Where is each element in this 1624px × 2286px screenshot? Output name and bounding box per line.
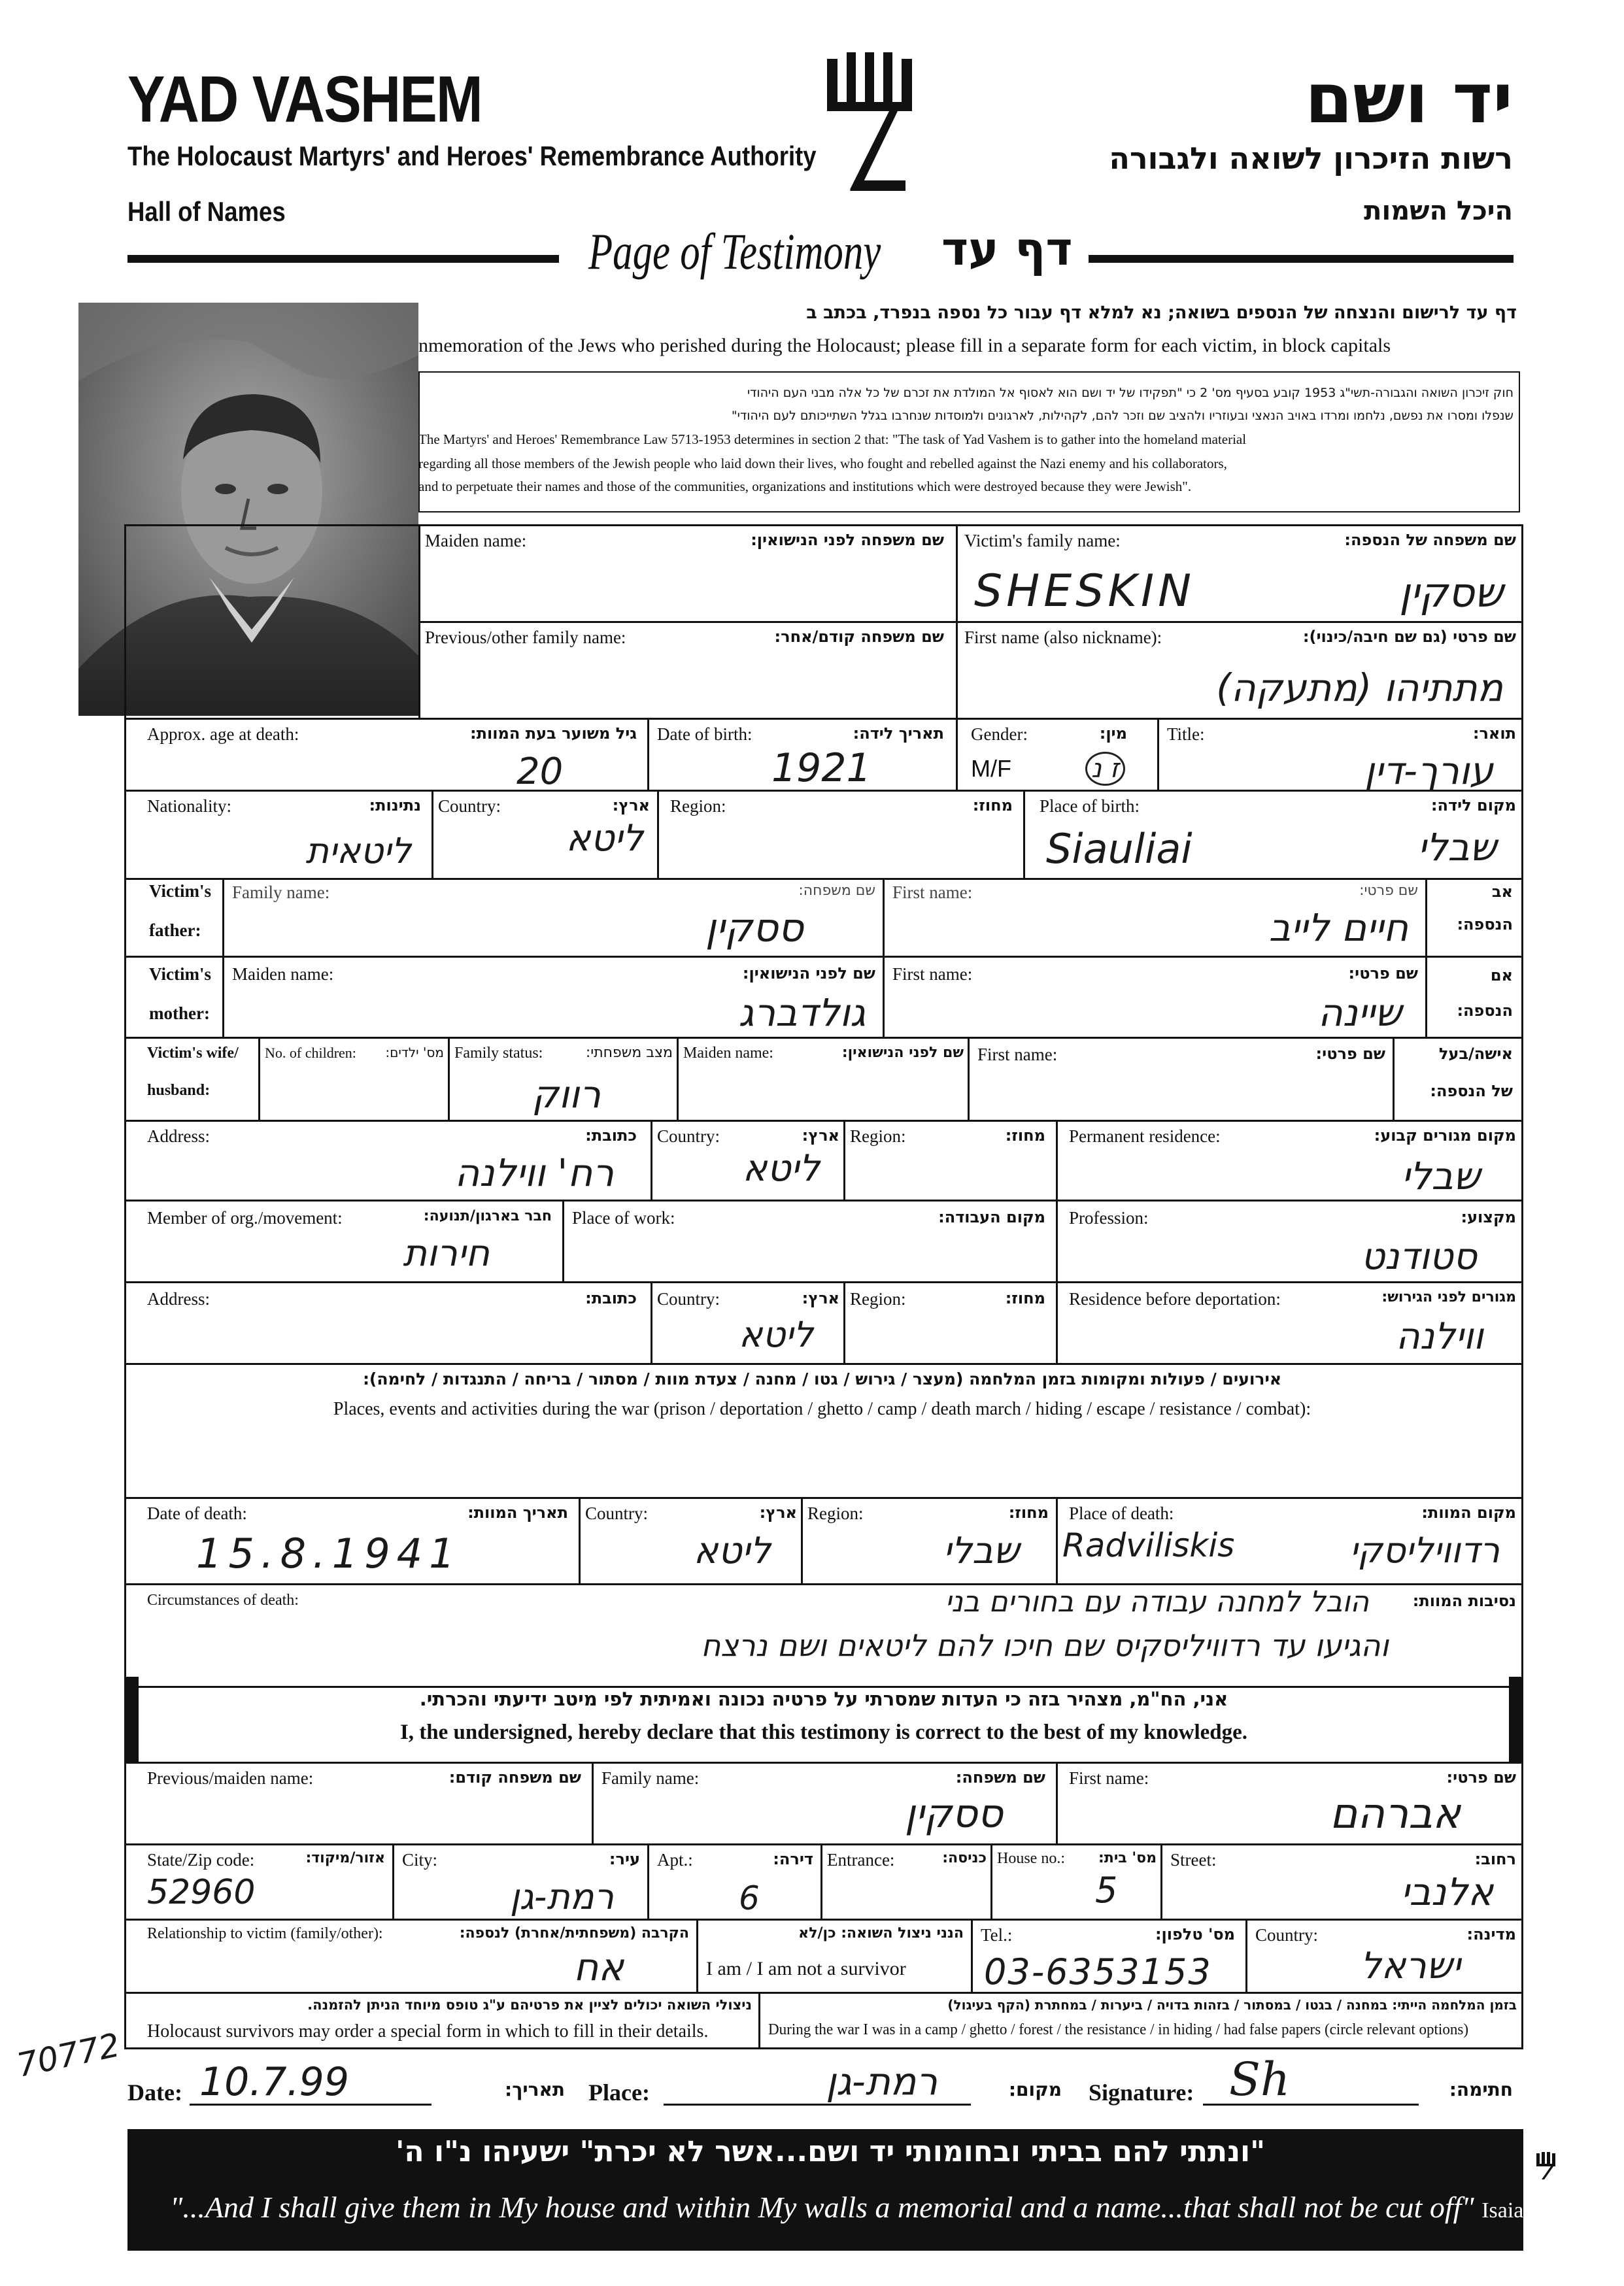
- witness-first-label-he: שם פרטי:: [1446, 1768, 1516, 1787]
- witness-family-value[interactable]: ססקין: [904, 1791, 1003, 1837]
- age-label-en: Approx. age at death:: [147, 724, 299, 744]
- first-name-label-he: שם פרטי (גם שם חיבה/כינוי):: [1302, 628, 1516, 646]
- witness-family-label-he: שם משפחה:: [955, 1768, 1045, 1787]
- authority-name-en: The Holocaust Martyrs' and Heroes' Remembrance Authority: [127, 141, 817, 171]
- witness-country-label-he: מדינה:: [1466, 1925, 1516, 1943]
- law-text-en-3: and to perpetuate their names and those of the communities, organizations and institutions which were destroyed because they were Jewish".: [418, 479, 1192, 494]
- age-value[interactable]: 20: [516, 750, 564, 793]
- mother-maiden-value[interactable]: גולדברג: [738, 990, 866, 1035]
- perm-residence-label-he: מקום מגורים קבוע:: [1374, 1126, 1516, 1145]
- menorah-logo-icon: [820, 46, 919, 196]
- footer-logo-icon: [1535, 2151, 1559, 2181]
- previous-name-label-he: שם משפחה קודם/אחר:: [774, 628, 944, 646]
- family-name-label-en: Victim's family name:: [964, 531, 1121, 550]
- pob-he-value[interactable]: שבלי: [1417, 825, 1497, 869]
- mother-maiden-label-he: שם לפני הנישואין:: [742, 964, 875, 983]
- margin-note: 70772: [13, 2026, 124, 2085]
- spouse-maiden-label-he: שם לפני הנישואין:: [841, 1045, 964, 1061]
- title-rule-left: [127, 255, 559, 263]
- address-country-label-he: ארץ:: [802, 1126, 839, 1145]
- mother-maiden-label-en: Maiden name:: [232, 964, 334, 984]
- spouse-maiden-label-en: Maiden name:: [683, 1045, 773, 1062]
- date-label-he: תאריך:: [505, 2079, 565, 2100]
- declaration-bar-right: [1509, 1677, 1523, 1762]
- tel-label-he: מס' טלפון:: [1155, 1925, 1235, 1943]
- children-label-he: מס' ילדים:: [385, 1045, 444, 1060]
- deport-address-label-en: Address:: [147, 1289, 210, 1309]
- dob-label-en: Date of birth:: [657, 724, 753, 744]
- apt-label-he: דירה:: [773, 1850, 813, 1868]
- pod-label-he: מקום המוות:: [1421, 1504, 1516, 1522]
- circumstances-line-2[interactable]: והגיעו עד רדוויליסקיס שם חיכו להם ליטאים ושם נרצח: [701, 1628, 1389, 1663]
- title-value[interactable]: עורך-דין: [1364, 748, 1493, 793]
- tel-label-en: Tel.:: [981, 1925, 1013, 1945]
- workplace-label-en: Place of work:: [572, 1208, 675, 1228]
- intro-text-he: דף עד לרישום והנצחה של הנספים בשואה; נא למלא דף עבור כל נספה בנפרד, בכתב ב: [806, 303, 1517, 323]
- relationship-value[interactable]: אח: [573, 1945, 624, 1989]
- zip-value[interactable]: 52960: [147, 1873, 256, 1912]
- father-first-label-he: שם פרטי:: [1359, 882, 1418, 899]
- family-name-he-value[interactable]: שסקין: [1399, 569, 1503, 616]
- street-label-en: Street:: [1170, 1850, 1217, 1870]
- father-label-en-2: father:: [149, 920, 201, 940]
- relationship-label-en: Relationship to victim (family/other):: [147, 1925, 383, 1942]
- signature-value[interactable]: Sh: [1229, 2053, 1291, 2106]
- children-label-en: No. of children:: [265, 1045, 356, 1061]
- law-text-he-2: שנפלו ומסרו את נפשם, נלחמו ומרדו באויב הנאצי ובעוזריו ולהציב שם וזכר להם, לקהילות, לארגונים ולמוסדות שנחרבו בגלל השתייכותם לעם היהודי": [731, 409, 1514, 423]
- events-label-en: Places, events and activities during the war (prison / deportation / ghetto / camp / death march / hiding / escape / resistance / combat):: [333, 1399, 1311, 1419]
- hall-of-names-en: Hall of Names: [127, 196, 286, 227]
- survivor-forms-he: ניצולי השואה יכולים לציין את פרטיהם ע"ג טופס מיוחד הניתן להזמנה.: [307, 1997, 752, 2013]
- footer-source: Isaiah, 56:5: [1481, 2198, 1585, 2223]
- dob-value[interactable]: 1921: [771, 745, 871, 791]
- mother-first-label-en: First name:: [892, 964, 973, 984]
- pod-he-value[interactable]: רדוויליסקי: [1349, 1530, 1500, 1571]
- death-region-label-en: Region:: [807, 1504, 864, 1523]
- pod-latin-value[interactable]: Radviliskis: [1062, 1526, 1235, 1564]
- witness-country-value[interactable]: ישראל: [1360, 1945, 1461, 1987]
- tel-value[interactable]: 03-6353153: [984, 1951, 1212, 1992]
- address-label-he: כתובת:: [585, 1126, 637, 1145]
- circumstances-label-he: נסיבות המוות:: [1412, 1592, 1516, 1610]
- before-deport-label-en: Residence before deportation:: [1069, 1289, 1281, 1309]
- spouse-first-label-he: שם פרטי:: [1315, 1045, 1385, 1063]
- date-value[interactable]: 10.7.99: [199, 2059, 350, 2105]
- perm-residence-label-en: Permanent residence:: [1069, 1126, 1221, 1146]
- org-name-he: יד ושם: [1305, 59, 1513, 139]
- footer-quote-en: [170, 2190, 1585, 2225]
- gender-options: M/F: [971, 755, 1011, 782]
- relationship-label-he: הקרבה (משפחתית/אחרת) לנספה:: [459, 1925, 689, 1941]
- before-deport-label-he: מגורים לפני הגירוש:: [1381, 1289, 1516, 1305]
- death-country-label-he: ארץ:: [759, 1504, 797, 1522]
- nationality-value[interactable]: ליטאית: [305, 830, 411, 871]
- death-region-label-he: מחוז:: [1008, 1504, 1049, 1522]
- circumstances-line-1[interactable]: הובל למחנה עבודה עם בחורים בני: [945, 1585, 1369, 1619]
- witness-first-value[interactable]: אברהם: [1329, 1790, 1461, 1838]
- father-first-value[interactable]: חיים לייב: [1268, 905, 1408, 950]
- house-no-value[interactable]: 5: [1095, 1870, 1118, 1911]
- pob-latin-value[interactable]: Siauliai: [1046, 825, 1193, 873]
- law-text-en-2: regarding all those members of the Jewish people who laid down their lives, who fought and rebelled against the Nazi enemy and his collaborators,: [418, 456, 1227, 471]
- deport-country-value[interactable]: ליטא: [739, 1314, 813, 1355]
- age-label-he: גיל משוער בעת המוות:: [470, 724, 637, 743]
- maiden-name-label-he: שם משפחה לפני הנישואין:: [751, 531, 944, 549]
- dob-label-he: תאריך לידה:: [853, 724, 944, 743]
- house-no-label-he: מס' בית:: [1098, 1850, 1157, 1866]
- events-label-he: אירועים / פעולות ומקומות בזמן המלחמה (מעצר / גירוש / גטו / מחנה / צעדת מוות / מסתור / בריחה / התנגדות / לחימה):: [362, 1370, 1282, 1388]
- mother-label-en-2: mother:: [149, 1003, 210, 1023]
- member-label-he: חבר בארגון/תנועה:: [423, 1208, 552, 1224]
- mother-label-he-1: אם: [1490, 966, 1513, 984]
- family-name-latin-value[interactable]: SHESKIN: [974, 565, 1195, 617]
- profession-label-he: מקצוע:: [1461, 1208, 1516, 1226]
- survivor-forms-en: Holocaust survivors may order a special form in which to fill in their details.: [147, 2021, 709, 2042]
- nationality-label-he: נתינות:: [369, 796, 421, 815]
- family-status-value[interactable]: רווק: [532, 1072, 601, 1117]
- death-country-label-en: Country:: [585, 1504, 649, 1523]
- deport-address-label-he: כתובת:: [585, 1289, 637, 1307]
- zip-label-he: אזור/מיקוד:: [305, 1850, 385, 1866]
- nationality-label-en: Nationality:: [147, 796, 231, 816]
- during-war-he: בזמן המלחמה הייתי: במחנה / בגטו / במסתור / בזהות בדויה / ביערות / במחתרת (הקף בעיגול): [947, 1997, 1517, 2013]
- gender-value-he[interactable]: ז נ: [1085, 752, 1125, 786]
- place-value[interactable]: רמת-גן: [826, 2059, 938, 2104]
- footer-quote-en-text: "...And I shall give them in My house and within My walls a memorial and a name...that shall not be cut off": [170, 2191, 1474, 2224]
- family-status-label-en: Family status:: [454, 1045, 543, 1062]
- during-war-en: During the war I was in a camp / ghetto / forest / the resistance / in hiding / had false papers (circle relevant options): [768, 2021, 1469, 2038]
- circumstances-label-en: Circumstances of death:: [147, 1592, 299, 1609]
- mother-first-value[interactable]: שיינה: [1317, 990, 1402, 1035]
- title-label-en: Title:: [1167, 724, 1205, 744]
- spouse-label-en-1: Victim's wife/: [147, 1045, 239, 1062]
- address-country-label-en: Country:: [657, 1126, 720, 1146]
- address-label-en: Address:: [147, 1126, 210, 1146]
- survivor-label-he: הנני ניצול השואה: כן/לא: [798, 1925, 964, 1941]
- address-value[interactable]: רח' ווילנה: [454, 1151, 614, 1195]
- declaration-he: אני, הח"מ, מצהיר בזה כי העדות שמסרתי על פרטיה נכונה ואמיתית לפי מיטב ידיעתי והכרתי.: [419, 1688, 1228, 1710]
- first-name-value[interactable]: מתתיהו (מתעקה): [1216, 665, 1503, 710]
- member-value[interactable]: חירות: [403, 1232, 490, 1275]
- mother-first-label-he: שם פרטי:: [1348, 964, 1418, 983]
- city-value[interactable]: רמת-גן: [509, 1876, 614, 1917]
- gender-label-en: Gender:: [971, 724, 1028, 744]
- perm-residence-value[interactable]: שבלי: [1401, 1154, 1480, 1198]
- street-label-he: רחוב:: [1474, 1850, 1516, 1868]
- place-label-he: מקום:: [1008, 2079, 1062, 2100]
- address-country-value[interactable]: ליטא: [742, 1147, 820, 1190]
- first-name-label-en: First name (also nickname):: [964, 628, 1162, 647]
- birth-country-label-en: Country:: [438, 796, 501, 816]
- father-family-label-he: שם משפחה:: [798, 882, 875, 899]
- org-name-en: YAD VASHEM: [127, 63, 482, 136]
- death-region-value[interactable]: שבלי: [943, 1530, 1019, 1572]
- family-name-label-he: שם משפחה של הנספה:: [1344, 531, 1516, 549]
- entrance-label-en: Entrance:: [827, 1850, 895, 1870]
- intro-text-en: nmemoration of the Jews who perished during the Holocaust; please fill in a separate form for each victim, in block capitals: [418, 335, 1391, 356]
- apt-label-en: Apt.:: [657, 1850, 693, 1870]
- form-title-he: דף עד: [941, 222, 1073, 276]
- hall-of-names-he: היכל השמות: [1364, 196, 1513, 226]
- signature-label-he: חתימה:: [1449, 2079, 1513, 2100]
- birth-region-label-he: מחוז:: [972, 796, 1013, 815]
- city-label-he: עיר:: [609, 1850, 640, 1868]
- profession-label-en: Profession:: [1069, 1208, 1149, 1228]
- mother-label-en-1: Victim's: [149, 964, 211, 984]
- deport-country-label-he: ארץ:: [802, 1289, 839, 1307]
- maiden-name-label-en: Maiden name:: [425, 531, 527, 550]
- death-country-value[interactable]: ליטא: [693, 1530, 771, 1572]
- address-region-label-en: Region:: [850, 1126, 906, 1146]
- deport-country-label-en: Country:: [657, 1289, 720, 1309]
- house-no-label-en: House no.:: [997, 1850, 1065, 1867]
- birth-country-label-he: ארץ:: [612, 796, 650, 815]
- deport-region-label-he: מחוז:: [1005, 1289, 1045, 1307]
- previous-name-label-en: Previous/other family name:: [425, 628, 626, 647]
- family-status-label-he: מצב משפחתי:: [585, 1045, 673, 1061]
- mother-label-he-2: הנספה:: [1457, 1001, 1513, 1020]
- gender-label-he: מין:: [1099, 724, 1127, 743]
- title-rule-right: [1089, 255, 1514, 263]
- authority-name-he: רשות הזיכרון לשואה ולגבורה: [1109, 141, 1513, 176]
- declaration-en: I, the undersigned, hereby declare that this testimony is correct to the best of my knowledge.: [399, 1721, 1248, 1744]
- witness-prev-label-he: שם משפחה קודם:: [448, 1768, 581, 1787]
- father-first-label-en: First name:: [892, 882, 973, 902]
- father-family-label-en: Family name:: [232, 882, 330, 902]
- zip-label-en: State/Zip code:: [147, 1850, 255, 1870]
- before-deport-value[interactable]: ווילנה: [1396, 1315, 1483, 1358]
- member-label-en: Member of org./movement:: [147, 1208, 343, 1228]
- spouse-label-en-2: husband:: [147, 1082, 211, 1099]
- place-label-en: Place:: [588, 2079, 650, 2106]
- spouse-first-label-en: First name:: [977, 1045, 1058, 1064]
- title-label-he: תואר:: [1472, 724, 1516, 743]
- signature-label-en: Signature:: [1089, 2079, 1194, 2106]
- profession-value[interactable]: סטודנט: [1361, 1235, 1477, 1278]
- witness-first-label-en: First name:: [1069, 1768, 1149, 1788]
- witness-country-label-en: Country:: [1255, 1925, 1319, 1945]
- birth-region-label-en: Region:: [670, 796, 726, 816]
- pob-label-he: מקום לידה:: [1430, 796, 1516, 815]
- apt-value[interactable]: 6: [739, 1879, 760, 1917]
- pod-label-en: Place of death:: [1069, 1504, 1174, 1523]
- workplace-label-he: מקום העבודה:: [938, 1208, 1045, 1226]
- address-region-label-he: מחוז:: [1005, 1126, 1045, 1145]
- date-label-en: Date:: [127, 2079, 182, 2106]
- footer-quote-he: "ונתתי להם בביתי ובחומותי יד ושם...אשר לא יכרת" ישעיהו נ"ו ה': [395, 2135, 1266, 2168]
- father-label-he-1: אב: [1491, 882, 1513, 901]
- dod-value[interactable]: 15.8.1941: [196, 1530, 462, 1577]
- witness-prev-label-en: Previous/maiden name:: [147, 1768, 314, 1788]
- law-text-he-1: חוק זיכרון השואה והגבורה-תשי"ג 1953 קובע בסעיף מס' 2 כי "תפקידו של יד ושם הוא לאסוף אל המולדת את זכרם של כל אלה מבני העם היהודי: [747, 386, 1514, 400]
- father-label-en-1: Victim's: [149, 881, 211, 901]
- father-label-he-2: הנספה:: [1457, 915, 1513, 933]
- street-value[interactable]: אלנבי: [1400, 1870, 1493, 1914]
- law-text-en-1: The Martyrs' and Heroes' Remembrance Law 5713-1953 determines in section 2 that: "The task of Yad Vashem is to gather into the homeland material: [418, 431, 1247, 447]
- spouse-label-he-2: של הנספה:: [1430, 1082, 1513, 1100]
- deport-region-label-en: Region:: [850, 1289, 906, 1309]
- pob-label-en: Place of birth:: [1040, 796, 1140, 816]
- entrance-label-he: כניסה:: [942, 1850, 987, 1866]
- spouse-label-he-1: אישה/בעל: [1438, 1045, 1513, 1063]
- birth-country-value[interactable]: ליטא: [566, 817, 643, 860]
- form-title-en: Page of Testimony: [588, 223, 881, 280]
- father-family-value[interactable]: ססקין: [705, 905, 804, 951]
- witness-family-label-en: Family name:: [601, 1768, 700, 1788]
- city-label-en: City:: [402, 1850, 438, 1870]
- dod-label-en: Date of death:: [147, 1504, 247, 1523]
- declaration-bar-left: [124, 1677, 139, 1762]
- survivor-label-en: I am / I am not a survivor: [706, 1958, 906, 1979]
- dod-label-he: תאריך המוות:: [467, 1504, 568, 1522]
